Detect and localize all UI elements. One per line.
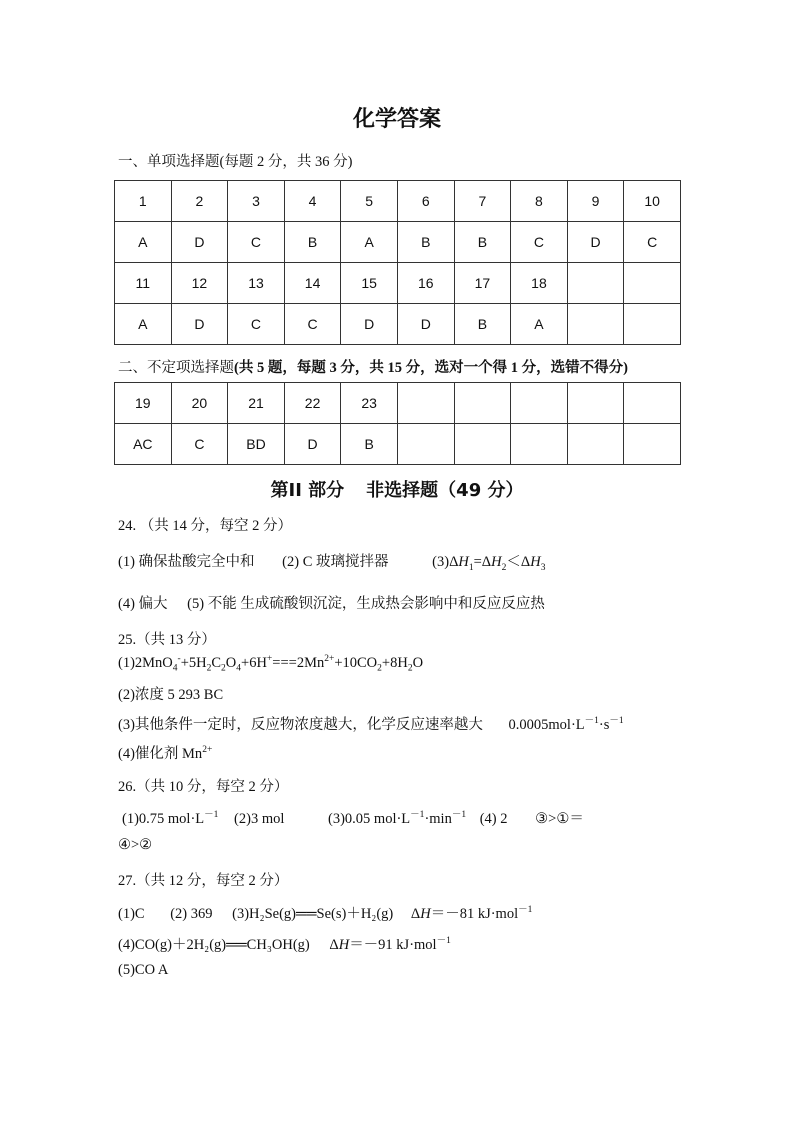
q26-line1 — [122, 806, 584, 828]
q26-a3: (3)0.05 $mol\cdot L^{-1}\cdot\min^{-1}$ — [328, 810, 467, 827]
table1-row — [115, 263, 681, 304]
table1-cell: 14 — [284, 263, 341, 304]
table1-cell: 9 — [567, 181, 624, 222]
q26-a4-order-2: ④>② — [118, 837, 153, 853]
q24-line2 — [118, 592, 545, 613]
table2-cell — [511, 424, 568, 465]
table2-cell — [397, 383, 454, 424]
answer-table-1 — [114, 180, 681, 345]
table1-cell — [567, 304, 624, 345]
table1-cell: 7 — [454, 181, 511, 222]
table1-cell: D — [341, 304, 398, 345]
table2-cell: C — [171, 424, 228, 465]
table2-row — [115, 383, 681, 424]
table1-cell: B — [397, 222, 454, 263]
table2-cell: 19 — [115, 383, 172, 424]
table2-cell: 20 — [171, 383, 228, 424]
table2-cell: B — [341, 424, 398, 465]
table1-cell: C — [624, 222, 681, 263]
table1-cell: C — [228, 222, 285, 263]
q27-a5: (5)CO A — [118, 962, 169, 978]
table1-cell — [624, 263, 681, 304]
table2-cell — [397, 424, 454, 465]
table1-cell: C — [228, 304, 285, 345]
table1-cell: D — [171, 222, 228, 263]
table1-cell: B — [454, 222, 511, 263]
q27-line1 — [118, 901, 532, 923]
part2-heading — [0, 476, 794, 502]
table2-cell: 22 — [284, 383, 341, 424]
q24-header: 24. （共 14 分，每空 2 分） — [118, 518, 292, 534]
section2-heading-bold: (共 5 题，每题 3 分，共 15 分，选对一个得 1 分，选错不得分) — [234, 360, 628, 376]
q24-line1 — [118, 550, 545, 573]
page-title: 化学答案 — [352, 107, 441, 132]
section2-heading — [118, 356, 628, 377]
q27-a4-eq: (4)CO(g)＋2H₂(g)══CH₃OH(g) — [118, 936, 310, 953]
q25-a3-value: $0.0005mol\cdot L^{-1}\cdot s^{-1}$ — [508, 716, 624, 733]
section1-heading: 一、单项选择题(每题 2 分，共 36 分) — [118, 154, 353, 170]
q24-a2: (2) C 玻璃搅拌器 — [282, 554, 389, 570]
table1-row — [115, 181, 681, 222]
table2-cell: D — [284, 424, 341, 465]
q26-a1: (1)0.75 $mol\cdot L^{-1}$ — [122, 810, 219, 827]
q27-a3-eq: (3)H₂Se(g)══Se(s)＋H₂(g) — [232, 905, 394, 922]
table1-cell: B — [284, 222, 341, 263]
table1-cell: C — [284, 304, 341, 345]
q25-header: 25.（共 13 分） — [118, 632, 216, 648]
table1-cell: A — [341, 222, 398, 263]
table1-cell: 17 — [454, 263, 511, 304]
table1-cell: D — [397, 304, 454, 345]
q27-a2: (2) 369 — [170, 905, 213, 922]
q27-a1: (1)C — [118, 905, 145, 922]
table1-cell: 10 — [624, 181, 681, 222]
section2-heading-prefix: 二、不定项选择题 — [118, 360, 234, 376]
q26-a4: (4) 2 — [479, 810, 508, 827]
q25-a2: (2)浓度 5 293 BC — [118, 687, 224, 703]
table2-cell — [567, 424, 624, 465]
table1-cell: A — [115, 222, 172, 263]
table1-cell: 6 — [397, 181, 454, 222]
table1-cell: 1 — [115, 181, 172, 222]
q24-a1: (1) 确保盐酸完全中和 — [118, 554, 255, 570]
q25-a1: $(1)2MnO_4^-+5H_2C_2O_4+6H^+===2Mn^{2+}+10CO_2+8H_2O$ — [118, 654, 424, 674]
table1-row — [115, 304, 681, 345]
table1-cell: A — [511, 304, 568, 345]
table2-cell: AC — [115, 424, 172, 465]
table1-cell: D — [567, 222, 624, 263]
q27-header: 27.（共 12 分，每空 2 分） — [118, 873, 289, 889]
table1-cell: B — [454, 304, 511, 345]
table1-cell: 11 — [115, 263, 172, 304]
q25-a3: (3)其他条件一定时，反应物浓度越大，化学反应速率越大 — [118, 716, 483, 733]
table1-cell: 16 — [397, 263, 454, 304]
q24-a3: $(3)\Delta H_1=\Delta H_2<\Delta H_3$ — [432, 554, 546, 573]
table2-cell: 21 — [228, 383, 285, 424]
answer-table-2 — [114, 382, 681, 465]
q27-a3-dh: ΔH＝－81 kJ·mol$^{-1}$ — [410, 905, 533, 922]
q26-a2: (2)3 mol — [234, 810, 285, 827]
table2-cell — [624, 383, 681, 424]
q27-a4-dh: ΔH＝－91 kJ·mol$^{-1}$ — [329, 936, 451, 953]
table2-cell — [567, 383, 624, 424]
table1-cell: 4 — [284, 181, 341, 222]
table2-cell: BD — [228, 424, 285, 465]
table2-cell — [454, 424, 511, 465]
table1-cell: A — [115, 304, 172, 345]
table1-cell: D — [171, 304, 228, 345]
table1-cell: 15 — [341, 263, 398, 304]
q26-header: 26.（共 10 分，每空 2 分） — [118, 779, 289, 795]
part2-left: 第II 部分 — [270, 480, 345, 501]
table2-cell — [624, 424, 681, 465]
table1-cell: C — [511, 222, 568, 263]
table1-row — [115, 222, 681, 263]
table1-cell: 12 — [171, 263, 228, 304]
table1-cell: 18 — [511, 263, 568, 304]
table1-cell: 13 — [228, 263, 285, 304]
table2-cell: 23 — [341, 383, 398, 424]
table2-row — [115, 424, 681, 465]
part2-right: 非选择题（49 分） — [366, 480, 524, 501]
q27-line2 — [118, 932, 451, 954]
table1-cell — [624, 304, 681, 345]
table1-cell — [567, 263, 624, 304]
q24-a3-prefix: (3) — [432, 554, 450, 570]
q26-a4-order-1: ③>①＝ — [535, 810, 584, 827]
table1-cell: 8 — [511, 181, 568, 222]
table1-cell: 3 — [228, 181, 285, 222]
table1-cell: 5 — [341, 181, 398, 222]
table2-cell — [454, 383, 511, 424]
q24-a5: (5) 不能 生成硫酸钡沉淀，生成热会影响中和反应反应热 — [187, 596, 545, 612]
q24-a4: (4) 偏大 — [118, 596, 168, 612]
q25-line3 — [118, 712, 624, 734]
table2-cell — [511, 383, 568, 424]
q25-a4: (4)催化剂 $Mn^{2+}$ — [118, 745, 213, 762]
table1-cell: 2 — [171, 181, 228, 222]
